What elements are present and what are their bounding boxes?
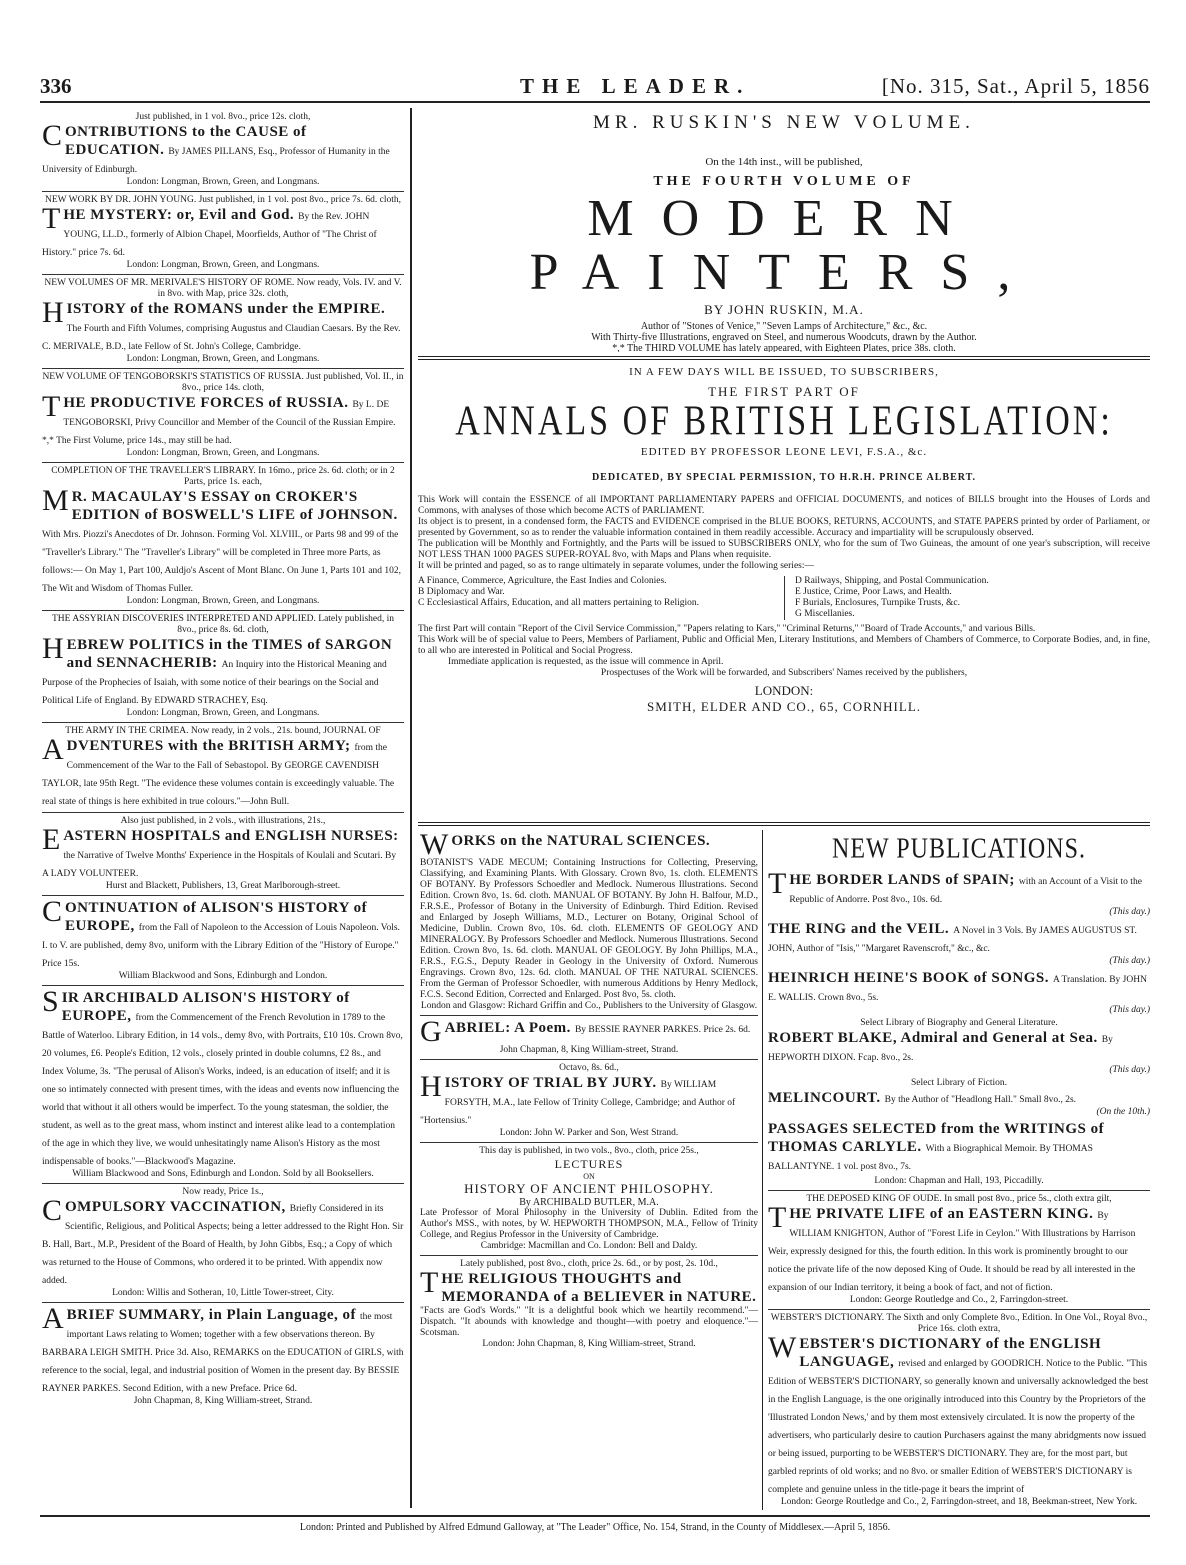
annals-heading: ANNALS OF BRITISH LEGISLATION: bbox=[455, 398, 1113, 445]
left-advert bbox=[42, 816, 404, 892]
left-advert bbox=[42, 112, 404, 188]
religious-publisher: London: John Chapman, 8, King William-street, Strand. bbox=[482, 1339, 696, 1349]
advert-publisher: London: Longman, Brown, Green, and Longmans. bbox=[126, 260, 320, 270]
religious-heading: HE RELIGIOUS THOUGHTS and MEMORANDA of a BELIEVER in NATURE. bbox=[441, 1271, 757, 1305]
advert-heading: EBREW POLITICS in the TIMES of SARGON and SENNACHERIB: bbox=[66, 637, 393, 671]
new-publications-heading: NEW PUBLICATIONS. bbox=[832, 833, 1086, 865]
advert-dropcap: C bbox=[42, 895, 63, 928]
issue-info: [No. 315, Sat., April 5, 1856 bbox=[881, 74, 1150, 98]
ring-veil-note: (This day.) bbox=[1109, 956, 1150, 966]
annals-para-3: The publication will be Monthly and Fortnightly, and the Parts will be issued to SUBSCRIBERS ONLY, who for the sum of Two Guineas, the amount of one year's subscription, will receive NOT LESS THAN 1000 PAGES SUPER-ROYAL 8vo, with Maps and Plans when requisite. bbox=[418, 539, 1150, 560]
religious-pre: Lately published, post 8vo., cloth, price 2s. 6d., or by post, 2s. 10d., bbox=[460, 1259, 718, 1269]
series-item: F Burials, Enclosures, Turnpike Trusts, &c. bbox=[795, 598, 960, 608]
left-advert bbox=[42, 726, 404, 809]
ruskin-illustrations: With Thirty-five Illustrations, engraved on Steel, and numerous Woodcuts, drawn by the Author. bbox=[591, 332, 977, 343]
advert-heading: ISTORY of the ROMANS under the EMPIRE. bbox=[66, 301, 386, 317]
footer-rule bbox=[40, 1515, 1150, 1517]
works-heading: ORKS on the NATURAL SCIENCES. bbox=[451, 833, 711, 849]
lectures-body: Late Professor of Moral Philosophy in the University of Dublin. Edited from the Author's MSS., with notes, by W. HEPWORTH THOMPSON, M.A., Fellow of Trinity College, and Regius Professor in the University of Cambridge. bbox=[420, 1208, 758, 1240]
annals-dedication: DEDICATED, BY SPECIAL PERMISSION, TO H.R.H. PRINCE ALBERT. bbox=[591, 472, 977, 483]
annals-para-2: Its object is to present, in a condensed form, the FACTS and EVIDENCE comprised in the BLUE BOOKS, RETURNS, ACCOUNTS, and STATE PAPERS printed by order of Parliament, or presented by Government, so as to render the valuable information contained in them readily accessible. Accuracy and impartiality will be scrupulously observed. bbox=[418, 517, 1150, 538]
ruskin-rule bbox=[418, 356, 1150, 357]
advert-heading: HE PRODUCTIVE FORCES of RUSSIA. bbox=[63, 395, 349, 411]
annals-pre: IN A FEW DAYS WILL BE ISSUED, TO SUBSCRIBERS, bbox=[629, 366, 939, 378]
oude-body: By WILLIAM KNIGHTON, Author of "Forest Life in Ceylon." With Illustrations by Harrison Weir, expressly designed for this, the fourth edition. In this work is prominently brought to our notice the private life of the now deposed King of Oude. It should be read by all interested in the expansion of our Indian territory, it being a book of fact, and not of fiction. bbox=[768, 1211, 1136, 1293]
advert-publisher: William Blackwood and Sons, Edinburgh and London. Sold by all Booksellers. bbox=[72, 1169, 374, 1179]
advert-separator bbox=[42, 812, 404, 813]
oude-pre: THE DEPOSED KING OF OUDE. In small post 8vo., price 5s., cloth extra gilt, bbox=[806, 1194, 1112, 1204]
left-advert bbox=[42, 614, 404, 719]
gabriel-body: By BESSIE RAYNER PARKES. Price 2s. 6d. bbox=[574, 1025, 751, 1035]
advert-heading: ONTRIBUTIONS to the CAUSE of EDUCATION. bbox=[65, 124, 307, 158]
advert-pre: Also just published, in 2 vols., with illustrations, 21s., bbox=[120, 816, 326, 826]
works-dropcap: W bbox=[420, 832, 449, 861]
advert-heading: OMPULSORY VACCINATION, bbox=[65, 1199, 286, 1215]
annals-advert bbox=[418, 366, 1150, 816]
webster-body: revised and enlarged by GOODRICH. Notice to the Public. "This Edition of WEBSTER'S DICTIONARY, so generally known and universally acknowledged the best in the English Language, is the one originally introduced into this Country by the Proprietors of the 'Illustrated London News,' and by them most extensively circulated. It is now the property of the advertisers, who particularly desire to caution Purchasers against the many abridgments now issued or being issued, purporting to be WEBSTER'S DICTIONARY. They are, for the most part, but garbled reprints of old works; and no 8vo. or smaller Edition of WEBSTER'S DICTIONARY is complete and genuine unless in the title-page it bears the imprint of bbox=[768, 1359, 1149, 1495]
advert-publisher: London: Longman, Brown, Green, and Longmans. bbox=[126, 448, 320, 458]
lectures-publisher: Cambridge: Macmillan and Co. London: Bell and Daldy. bbox=[480, 1241, 698, 1251]
advert-publisher: London: Longman, Brown, Green, and Longmans. bbox=[126, 354, 320, 364]
oude-dropcap: T bbox=[768, 1201, 787, 1234]
ruskin-author-works: Author of "Stones of Venice," "Seven Lamps of Architecture," &c., &c. bbox=[640, 321, 928, 332]
blake-note: (This day.) bbox=[1109, 1065, 1150, 1075]
advert-heading: BRIEF SUMMARY, in Plain Language, of bbox=[66, 1307, 356, 1323]
left-advert bbox=[42, 278, 404, 365]
ruskin-advert bbox=[418, 112, 1150, 352]
advert-heading: ONTINUATION of ALISON'S HISTORY of EUROPE, bbox=[65, 900, 368, 934]
advert-dropcap: C bbox=[42, 119, 63, 152]
column-divider-right bbox=[762, 830, 763, 1510]
webster-publisher: London: George Routledge and Co., 2, Farringdon-street, and 18, Beekman-street, New York. bbox=[780, 1497, 1138, 1507]
middle-column bbox=[420, 832, 758, 1512]
annals-para-8: Prospectuses of the Work will be forwarded, and Subscribers' Names received by the publishers, bbox=[600, 668, 968, 678]
advert-pre: THE ARMY IN THE CRIMEA. Now ready, in 2 vols., 21s. bound, JOURNAL OF bbox=[65, 726, 381, 736]
advert-pre: Just published, in 1 vol. 8vo., price 12s. cloth, bbox=[135, 112, 311, 122]
annals-para-6: This Work will be of special value to Peers, Members of Parliament, Public and Official Men, Literary Institutions, and Members of Chambers of Commerce, to Corporate Bodies, and, in fine, to all who are interested in Political and Social Progress. bbox=[418, 635, 1150, 656]
series-list-left bbox=[418, 576, 785, 620]
advert-separator bbox=[42, 895, 404, 896]
advert-dropcap: C bbox=[42, 1194, 63, 1227]
advert-heading: HE MYSTERY: or, Evil and God. bbox=[63, 207, 295, 223]
advert-separator bbox=[42, 610, 404, 611]
religious-body: "Facts are God's Words." "It is a delightful book which we heartily recommend."—Dispatch. "It abounds with knowledge and thought—with poetry and eloquence."—Scotsman. bbox=[420, 1306, 758, 1338]
border-lands-body: with an Account of a Visit to the Republic of Andorre. Post 8vo., 10s. 6d. bbox=[789, 877, 1142, 905]
advert-body: By the Rev. JOHN YOUNG, LL.D., formerly of Albion Chapel, Moorfields, Author of "The Christ of History." price 7s. 6d. bbox=[42, 212, 377, 258]
border-lands-note: (This day.) bbox=[1109, 907, 1150, 917]
advert-separator bbox=[42, 985, 404, 986]
advert-separator bbox=[42, 1183, 404, 1184]
works-publisher: London and Glasgow: Richard Griffin and Co., Publishers to the University of Glasgow. bbox=[420, 1001, 758, 1011]
series-item: B Diplomacy and War. bbox=[418, 587, 505, 597]
gabriel-publisher: John Chapman, 8, King William-street, Strand. bbox=[499, 1045, 679, 1055]
annals-publisher: SMITH, ELDER AND CO., 65, CORNHILL. bbox=[646, 699, 922, 714]
annals-rule-2 bbox=[418, 825, 1150, 826]
series-item: C Ecclesiastical Affairs, Education, and all matters pertaining to Religion. bbox=[418, 598, 700, 608]
webster-pre: WEBSTER'S DICTIONARY. The Sixth and only Complete 8vo., Edition. In One Vol., Royal 8vo., Price 16s. cloth extra, bbox=[770, 1313, 1148, 1334]
heine-note: (This day.) bbox=[1109, 1005, 1150, 1015]
border-lands-heading: HE BORDER LANDS of SPAIN; bbox=[789, 872, 1015, 888]
annals-para-4: It will be printed and paged, so as to range ultimately in separate volumes, under the following series:— bbox=[418, 561, 814, 571]
left-advert bbox=[42, 372, 404, 459]
advert-publisher: London: Longman, Brown, Green, and Longmans. bbox=[126, 177, 320, 187]
ruskin-fourth-volume: THE FOURTH VOLUME OF bbox=[653, 174, 915, 189]
advert-body: By JAMES PILLANS, Esq., Professor of Humanity in the University of Edinburgh. bbox=[42, 147, 390, 175]
series-item: G Miscellanies. bbox=[795, 609, 855, 619]
webster-heading: EBSTER'S DICTIONARY of the ENGLISH LANGUAGE, bbox=[799, 1336, 1102, 1370]
works-body: BOTANIST'S VADE MECUM; Containing Instructions for Collecting, Preserving, Classifying, and Examining Plants. With Glossary. Crown 8vo, 1s. cloth. ELEMENTS OF BOTANY. By Professors Schoedler and Medlock. Numerous Illustrations. Second Edition. Crown 8vo, 1s. 6d. cloth. MANUAL OF BOTANY. By John H. Balfour, M.D., F.R.S.E., Professor of Botany in the University of Edinburgh. Third Edition. Revised and Enlarged by Joseph Williams, M.D., Lecturer on Botany, Original School of Medicine, Dublin. Crown 8vo, 10s. 6d. cloth. ELEMENTS OF GEOLOGY AND MINERALOGY. By Professors Schoedler and Medlock. Numerous Illustrations. Second Edition. Crown 8vo, 1s. 6d. cloth. MANUAL OF GEOLOGY. By John Phillips, M.A., F.R.S., F.G.S., Deputy Reader in Geology in the University of Oxford. Numerous Engravings. Crown 8vo, 12s. 6d. cloth. MANUAL OF THE NATURAL SCIENCES. From the German of Professor Schoedler, with numerous Additions by Henry Medlock, F.C.S. Second Edition, Corrected and Enlarged. Post 8vo, 5s. cloth. bbox=[420, 858, 758, 1000]
ring-veil-heading: THE RING and the VEIL. bbox=[768, 921, 950, 937]
ruskin-title: MR. RUSKIN'S NEW VOLUME. bbox=[593, 112, 975, 133]
series-item: E Justice, Crime, Poor Laws, and Health. bbox=[795, 587, 952, 597]
ruskin-author: BY JOHN RUSKIN, M.A. bbox=[704, 302, 864, 317]
annals-editor: EDITED BY PROFESSOR LEONE LEVI, F.S.A., &c. bbox=[640, 446, 928, 458]
left-advert bbox=[42, 895, 404, 982]
advert-heading: IR ARCHIBALD ALISON'S HISTORY of EUROPE, bbox=[61, 990, 350, 1024]
annals-para-7: Immediate application is requested, as the issue will commence in April. bbox=[448, 657, 724, 667]
series-list-right bbox=[785, 576, 1145, 620]
heine-heading: HEINRICH HEINE'S BOOK of SONGS. bbox=[768, 970, 1049, 986]
lectures-title: LECTURES bbox=[554, 1157, 624, 1171]
advert-pre: NEW VOLUMES OF MR. MERIVALE'S HISTORY OF ROME. Now ready, Vols. IV. and V. in 8vo. with Map, price 32s. cloth, bbox=[44, 278, 402, 299]
advert-body: Briefly Considered in its Scientific, Religious, and Political Aspects; being a letter addressed to the Right Hon. Sir B. Hall, Bart., M.P., President of the Board of Health, by John Gibbs, Esq.; a Copy of which was returned to the House of Commons, who ordered it to be printed. With appendix now added. bbox=[42, 1204, 404, 1286]
advert-publisher: Hurst and Blackett, Publishers, 13, Great Marlborough-street. bbox=[105, 881, 341, 891]
oude-publisher: London: George Routledge and Co., 2, Farringdon-street. bbox=[849, 1295, 1069, 1305]
advert-body: By L. DE TENGOBORSKI, Privy Councillor and Member of the Council of the Russian Empire. *,* The First Volume, price 14s., may still be had. bbox=[42, 400, 396, 446]
ruskin-third-volume: *,* The THIRD VOLUME has lately appeared, with Eighteen Plates, price 38s. cloth. bbox=[612, 343, 956, 352]
advert-pre: COMPLETION OF THE TRAVELLER'S LIBRARY. In 16mo., price 2s. 6d. cloth; or in 2 Parts, price 1s. each, bbox=[51, 466, 395, 487]
gabriel-dropcap: G bbox=[420, 1015, 442, 1048]
annals-para-1: This Work will contain the ESSENCE of all IMPORTANT PARLIAMENTARY PAPERS and OFFICIAL DOCUMENTS, and notices of BILLS brought into the Houses of Lords and Commons, with analyses of those which become ACTS of PARLIAMENT. bbox=[418, 495, 1150, 516]
blake-body: By HEPWORTH DIXON. Fcap. 8vo., 2s. bbox=[768, 1035, 1113, 1063]
advert-publisher: London: Longman, Brown, Green, and Longmans. bbox=[126, 596, 320, 606]
border-lands-dropcap: T bbox=[768, 867, 787, 900]
passages-body: With a Biographical Memoir. By THOMAS BALLANTYNE. 1 vol. post 8vo., 7s. bbox=[768, 1144, 1093, 1172]
melincourt-body: By the Author of "Headlong Hall." Small 8vo., 2s. bbox=[884, 1095, 1077, 1105]
series-item: A Finance, Commerce, Agriculture, the East Indies and Colonies. bbox=[418, 576, 667, 586]
jury-body: By WILLIAM FORSYTH, M.A., late Fellow of Trinity College, Cambridge; and Author of "Hortensius." bbox=[420, 1080, 736, 1126]
advert-dropcap: A bbox=[42, 1302, 64, 1335]
melincourt-heading: MELINCOURT. bbox=[768, 1090, 881, 1106]
left-advert bbox=[42, 195, 404, 271]
advert-dropcap: A bbox=[42, 733, 64, 766]
advert-publisher: John Chapman, 8, King William-street, Strand. bbox=[133, 1396, 313, 1406]
advert-separator bbox=[42, 462, 404, 463]
advert-heading: DVENTURES with the BRITISH ARMY; bbox=[66, 738, 351, 754]
advert-separator bbox=[42, 274, 404, 275]
blake-heading: ROBERT BLAKE, Admiral and General at Sea. bbox=[768, 1030, 1098, 1046]
advert-heading: R. MACAULAY'S ESSAY on CROKER'S EDITION of BOSWELL'S LIFE of JOHNSON. bbox=[71, 489, 398, 523]
lectures-subject: HISTORY OF ANCIENT PHILOSOPHY. bbox=[464, 1181, 714, 1196]
religious-dropcap: T bbox=[420, 1266, 439, 1299]
annals-rule bbox=[418, 822, 1150, 823]
advert-dropcap: H bbox=[42, 632, 64, 665]
oude-heading: HE PRIVATE LIFE of an EASTERN KING. bbox=[789, 1206, 1094, 1222]
modern-painters-heading: MODERN PAINTERS, bbox=[529, 190, 1039, 301]
jury-heading: ISTORY OF TRIAL BY JURY. bbox=[444, 1075, 657, 1091]
jury-dropcap: H bbox=[420, 1070, 442, 1103]
page-number: 336 bbox=[40, 74, 72, 98]
heine-body: A Translation. By JOHN E. WALLIS. Crown 8vo., 5s. bbox=[768, 975, 1147, 1003]
passages-heading: PASSAGES SELECTED from the WRITINGS of THOMAS CARLYLE. bbox=[768, 1121, 1105, 1155]
advert-body: the Narrative of Twelve Months' Experience in the Hospitals of Koulali and Scutari. By A LADY VOLUNTEER. bbox=[42, 851, 397, 879]
annals-london: LONDON: bbox=[754, 683, 814, 698]
newspaper-title: THE LEADER. bbox=[520, 74, 751, 98]
advert-body: An Inquiry into the Historical Meaning and Purpose of the Prophecies of Isaiah, with some notice of their bearings on the Social and Political Life of England. By EDWARD STRACHEY, Esq. bbox=[42, 660, 387, 706]
advert-separator bbox=[42, 722, 404, 723]
advert-body: The Fourth and Fifth Volumes, comprising Augustus and Claudian Caesars. By the Rev. C. MERIVALE, B.D., late Fellow of St. John's College, Cambridge. bbox=[42, 324, 401, 352]
series-item: D Railways, Shipping, and Postal Communication. bbox=[795, 576, 989, 586]
advert-separator bbox=[42, 191, 404, 192]
advert-dropcap: H bbox=[42, 296, 64, 329]
chapman-publisher: London: Chapman and Hall, 193, Piccadilly. bbox=[874, 1176, 1044, 1186]
lectures-pre: This day is published, in two vols., 8vo., cloth, price 25s., bbox=[479, 1146, 699, 1156]
melincourt-pre: Select Library of Fiction. bbox=[910, 1078, 1008, 1088]
advert-pre: Now ready, Price 1s., bbox=[182, 1187, 264, 1197]
left-column bbox=[42, 112, 404, 1512]
left-advert bbox=[42, 1187, 404, 1299]
ruskin-rule-2 bbox=[418, 359, 1150, 360]
jury-publisher: London: John W. Parker and Son, West Strand. bbox=[499, 1128, 679, 1138]
right-column bbox=[768, 832, 1150, 1512]
advert-pre: NEW WORK BY DR. JOHN YOUNG. Just published, in 1 vol. post 8vo., price 7s. 6d. cloth, bbox=[45, 195, 401, 205]
advert-body: from the Fall of Napoleon to the Accession of Louis Napoleon. Vols. I. to V. are published, demy 8vo, uniform with the Library Edition of the "History of Europe." Price 15s. bbox=[42, 923, 400, 969]
header-rule bbox=[40, 101, 1150, 103]
advert-body: from the Commencement of the French Revolution in 1789 to the Battle of Waterloo. Library Edition, in 14 vols., demy 8vo, with Portraits, £10 10s. Crown 8vo, 20 volumes, £6. People's Edition, 12 vols., closely printed in double columns, £2 8s., and Index Volume, 3s. "The perusal of Alison's Works, indeed, is an education of itself; and it is one so intimately connected with present times, with the ideas and events now influencing the world that without it all others would be imperfect. To the young statesman, the soldier, the student, as well as to the great mass, whom instinct and interest alike lead to a contemplation of the age in which they live, we would unhesitatingly name Alison's History as the most indispensable of books."—Blackwood's Magazine. bbox=[42, 1013, 403, 1167]
advert-heading: ASTERN HOSPITALS and ENGLISH NURSES: bbox=[63, 828, 399, 844]
left-advert bbox=[42, 985, 404, 1180]
left-advert bbox=[42, 1302, 404, 1407]
melincourt-note: (On the 10th.) bbox=[1096, 1107, 1150, 1117]
advert-pre: THE ASSYRIAN DISCOVERIES INTERPRETED AND APPLIED. Lately published, in 8vo., price 8s. 6d. cloth, bbox=[52, 614, 394, 635]
gabriel-heading: ABRIEL: A Poem. bbox=[444, 1020, 571, 1036]
advert-dropcap: E bbox=[42, 823, 61, 856]
advert-body: the most important Laws relating to Women; together with a few observations thereon. By BARBARA LEIGH SMITH. Price 3d. Also, REMARKS on the EDUCATION of GIRLS, with reference to the social, legal, and industrial position of Women in the present day. By BESSIE RAYNER PARKES. Second Edition, with a new Preface. Price 6d. bbox=[42, 1312, 404, 1394]
advert-dropcap: M bbox=[42, 484, 69, 517]
advert-body: With Mrs. Piozzi's Anecdotes of Dr. Johnson. Forming Vol. XLVIII., or Parts 98 and 99 of the "Traveller's Library." The "Traveller's Library" will be completed in Three more Parts, as follows:— On May 1, Part 100, Auldjo's Ascent of Mont Blanc. On June 1, Parts 101 and 102, The Wit and Wisdom of Thomas Fuller. bbox=[42, 530, 401, 594]
jury-pre: Octavo, 8s. 6d., bbox=[559, 1063, 619, 1073]
advert-publisher: London: Longman, Brown, Green, and Longmans. bbox=[126, 708, 320, 718]
ring-veil-body: A Novel in 3 Vols. By JAMES AUGUSTUS ST. JOHN, Author of "Isis," "Margaret Ravenscroft," &c., &c. bbox=[768, 926, 1137, 954]
advert-pre: NEW VOLUME OF TENGOBORSKI'S STATISTICS OF RUSSIA. Just published, Vol. II., in 8vo., price 14s. cloth, bbox=[42, 372, 404, 393]
page-header bbox=[40, 74, 1150, 100]
annals-para-5: The first Part will contain "Report of the Civil Service Commission," "Papers relating to Kars," "Criminal Returns," "Board of Trade Accounts," and various Bills. bbox=[418, 624, 1036, 634]
advert-separator bbox=[42, 1302, 404, 1303]
advert-dropcap: S bbox=[42, 985, 59, 1018]
blake-pre: Select Library of Biography and General Literature. bbox=[860, 1018, 1058, 1028]
webster-dropcap: W bbox=[768, 1331, 797, 1364]
annals-first-part: THE FIRST PART OF bbox=[708, 384, 860, 399]
advert-dropcap: T bbox=[42, 202, 61, 235]
lectures-author: By ARCHIBALD BUTLER, M.A. bbox=[519, 1197, 659, 1208]
advert-separator bbox=[42, 368, 404, 369]
printer-imprint: London: Printed and Published by Alfred Edmund Galloway, at "The Leader" Office, No. 154, Strand, in the County of Middlesex.—April 5, 1856. bbox=[299, 1522, 891, 1533]
lectures-on: ON bbox=[583, 1172, 595, 1181]
advert-publisher: William Blackwood and Sons, Edinburgh and London. bbox=[118, 971, 328, 981]
advert-body: from the Commencement of the War to the Fall of Sebastopol. By GEORGE CAVENDISH TAYLOR, late 95th Regt. "The evidence these volumes contain is exceedingly valuable. The real state of things is here exhibited in true colours."—John Bull. bbox=[42, 743, 395, 807]
left-advert bbox=[42, 466, 404, 607]
column-divider-left bbox=[410, 108, 412, 1508]
advert-publisher: London: Willis and Sotheran, 10, Little Tower-street, City. bbox=[112, 1288, 334, 1298]
ruskin-publish-line: On the 14th inst., will be published, bbox=[705, 156, 863, 168]
advert-dropcap: T bbox=[42, 390, 61, 423]
